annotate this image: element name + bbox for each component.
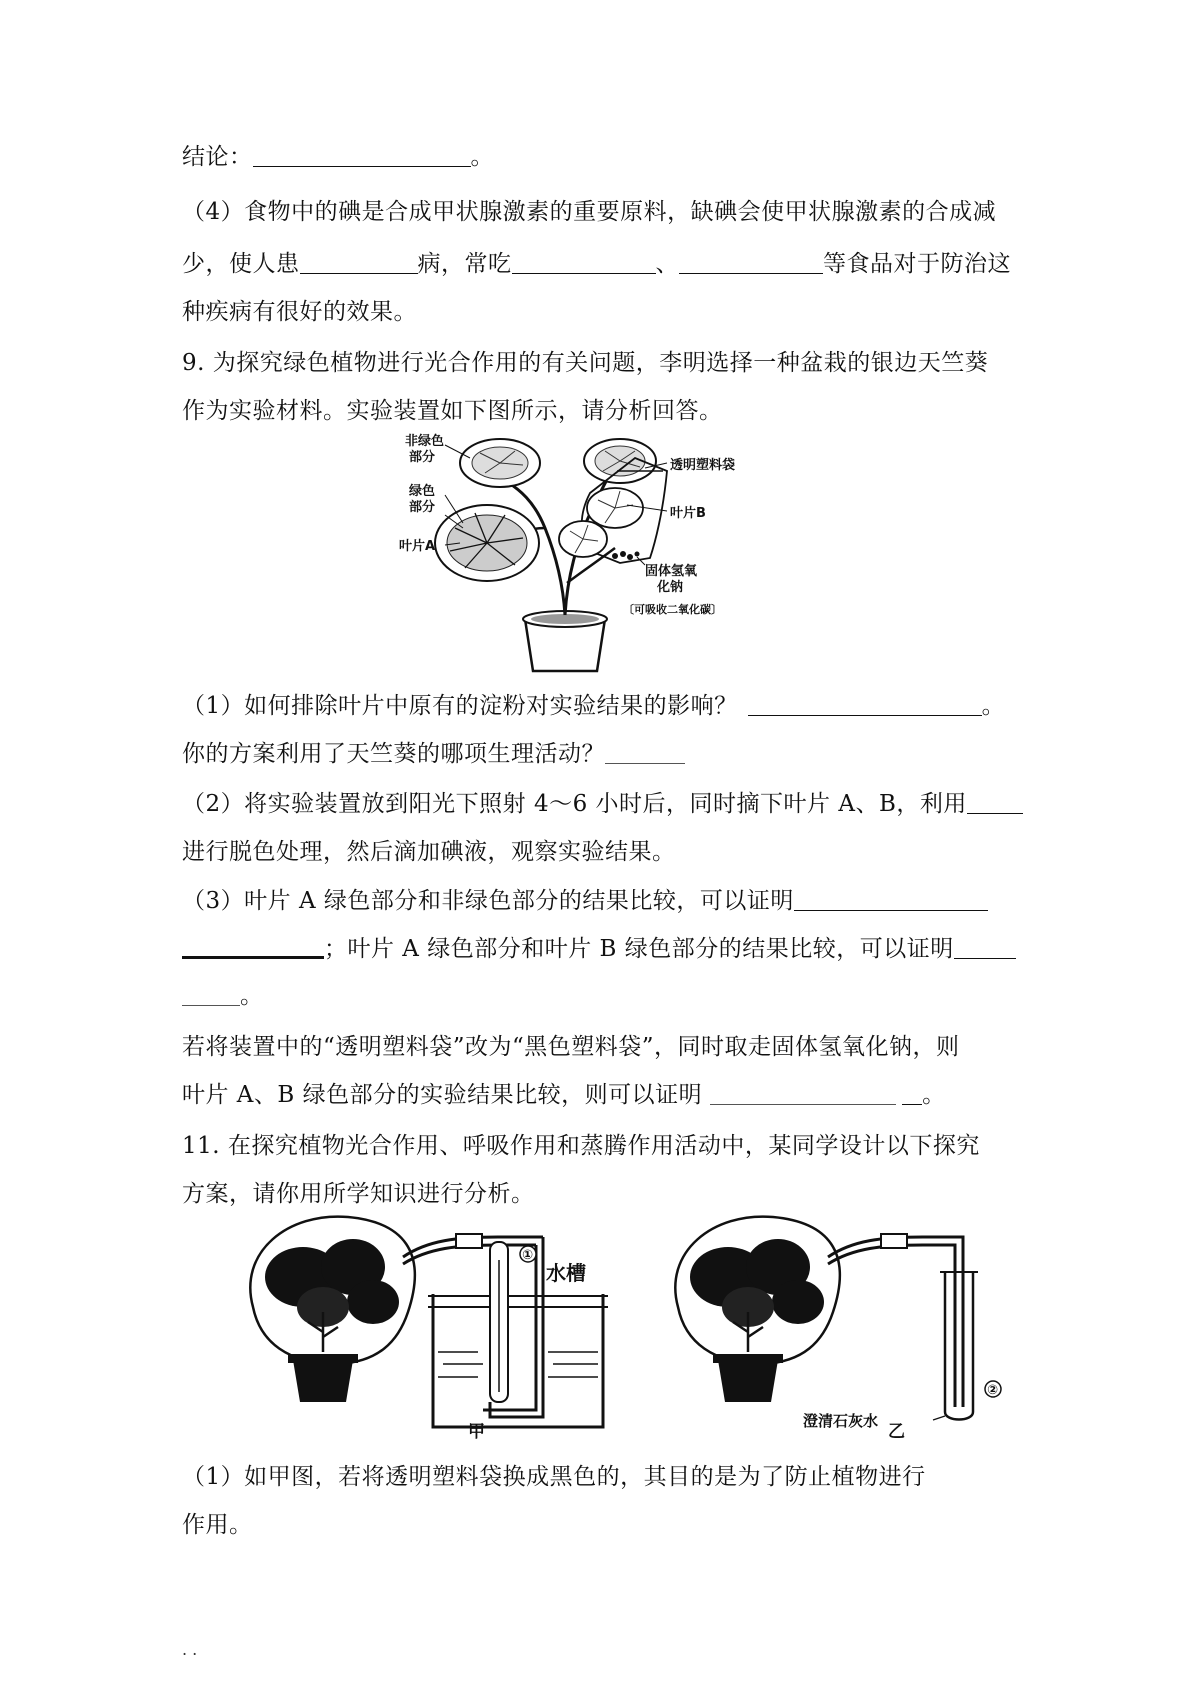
q4-line-3: 种疾病有很好的效果。 [182, 299, 417, 325]
label-circle-2: ② [987, 1383, 999, 1398]
q9-2-line-1 [182, 786, 1023, 822]
label-limewater: 澄清石灰水 [803, 1412, 879, 1430]
answer-blank[interactable] [300, 251, 418, 274]
answer-blank[interactable] [679, 251, 823, 274]
answer-blank[interactable] [748, 693, 982, 716]
label-transparent-bag: 透明塑料袋 [670, 458, 736, 473]
conclusion-line [182, 139, 494, 175]
q9-1-text: （1）如何排除叶片中原有的淀粉对实验结果的影响？ [182, 693, 738, 719]
label-naoh-2: 化钠 [657, 580, 684, 595]
q9-1-line-2 [182, 736, 685, 772]
period: 。 [240, 983, 264, 1009]
q9-3-line-2 [182, 931, 1016, 967]
label-leaf-b: 叶片B [670, 506, 706, 521]
answer-blank[interactable] [182, 934, 324, 959]
q9-3-text-2: ；叶片 A 绿色部分和叶片 B 绿色部分的结果比较，可以证明 [324, 936, 954, 962]
q11-1-line-2: 作用。 [182, 1512, 253, 1538]
label-absorbs-co2: 〔可吸收二氧化碳〕 [623, 603, 722, 616]
q11-line-2: 方案，请你用所学知识进行分析。 [182, 1181, 535, 1207]
label-water-tank: 水槽 [546, 1261, 586, 1285]
q4-text-c: 、 [655, 251, 679, 277]
q11-1-line-1: （1）如甲图，若将透明塑料袋换成黑色的，其目的是为了防止植物进行 [182, 1464, 926, 1490]
q9-1-text-2: 你的方案利用了天竺葵的哪项生理活动？ [182, 741, 605, 767]
conclusion-label: 结论： [182, 144, 253, 170]
q11-line-1: 11. 在探究植物光合作用、呼吸作用和蒸腾作用活动中，某同学设计以下探究 [182, 1133, 980, 1159]
q9-3-line-3 [182, 978, 264, 1014]
q9-line-1: 9. 为探究绿色植物进行光合作用的有关问题，李明选择一种盆栽的银边天竺葵 [182, 350, 989, 376]
q4-text-b: 病，常吃 [417, 251, 512, 277]
setup-jia [250, 1217, 608, 1442]
period: 。 [922, 1082, 946, 1108]
label-circle-1: ① [522, 1248, 534, 1263]
label-leaf-a: 叶片A [399, 539, 436, 554]
q4-text-d: 等食品对于防治这 [823, 251, 1011, 277]
q9-2-line-2: 进行脱色处理，然后滴加碘液，观察实验结果。 [182, 839, 676, 865]
q4-text-a: 少，使人患 [182, 251, 300, 277]
label-green-2: 部分 [409, 500, 436, 515]
page-footer: . . [182, 1640, 198, 1659]
label-nongreen-2: 部分 [409, 450, 436, 465]
q9-4-text: 叶片 A、B 绿色部分的实验结果比较，则可以证明 [182, 1082, 703, 1108]
q9-1-line-1 [182, 688, 1005, 724]
answer-blank[interactable] [710, 1082, 896, 1105]
q9-4-line-2 [182, 1077, 946, 1113]
answer-blank[interactable] [512, 251, 656, 274]
answer-blank[interactable] [605, 741, 685, 764]
answer-blank[interactable] [967, 791, 1023, 814]
label-naoh: 固体氢氧 [645, 564, 698, 579]
q9-3-line-1 [182, 883, 988, 919]
answer-blank[interactable] [954, 936, 1016, 959]
label-nongreen: 非绿色 [405, 434, 445, 449]
respiration-experiment-figure [228, 1212, 1008, 1440]
answer-blank[interactable] [182, 983, 240, 1006]
answer-blank[interactable] [794, 888, 988, 911]
q4-line-1: （4）食物中的碘是合成甲状腺激素的重要原料，缺碘会使甲状腺激素的合成减 [182, 199, 997, 225]
q9-4-line-1: 若将装置中的“透明塑料袋”改为“黑色塑料袋”，同时取走固体氢氧化钠，则 [182, 1034, 960, 1060]
q9-2-text: （2）将实验装置放到阳光下照射 4～6 小时后，同时摘下叶片 A、B，利用 [182, 791, 967, 817]
label-yi: 乙 [888, 1422, 905, 1442]
label-green: 绿色 [409, 484, 436, 499]
period: 。 [981, 693, 1006, 719]
answer-blank[interactable] [253, 144, 471, 167]
q9-3-text: （3）叶片 A 绿色部分和非绿色部分的结果比较，可以证明 [182, 888, 794, 914]
q4-line-2 [182, 246, 1011, 282]
label-jia: 甲 [468, 1422, 485, 1442]
setup-yi [675, 1217, 1001, 1442]
geranium-experiment-figure [399, 433, 785, 675]
period: 。 [470, 144, 494, 170]
q9-line-2: 作为实验材料。实验装置如下图所示，请分析回答。 [182, 398, 723, 424]
answer-blank[interactable] [902, 1082, 922, 1105]
